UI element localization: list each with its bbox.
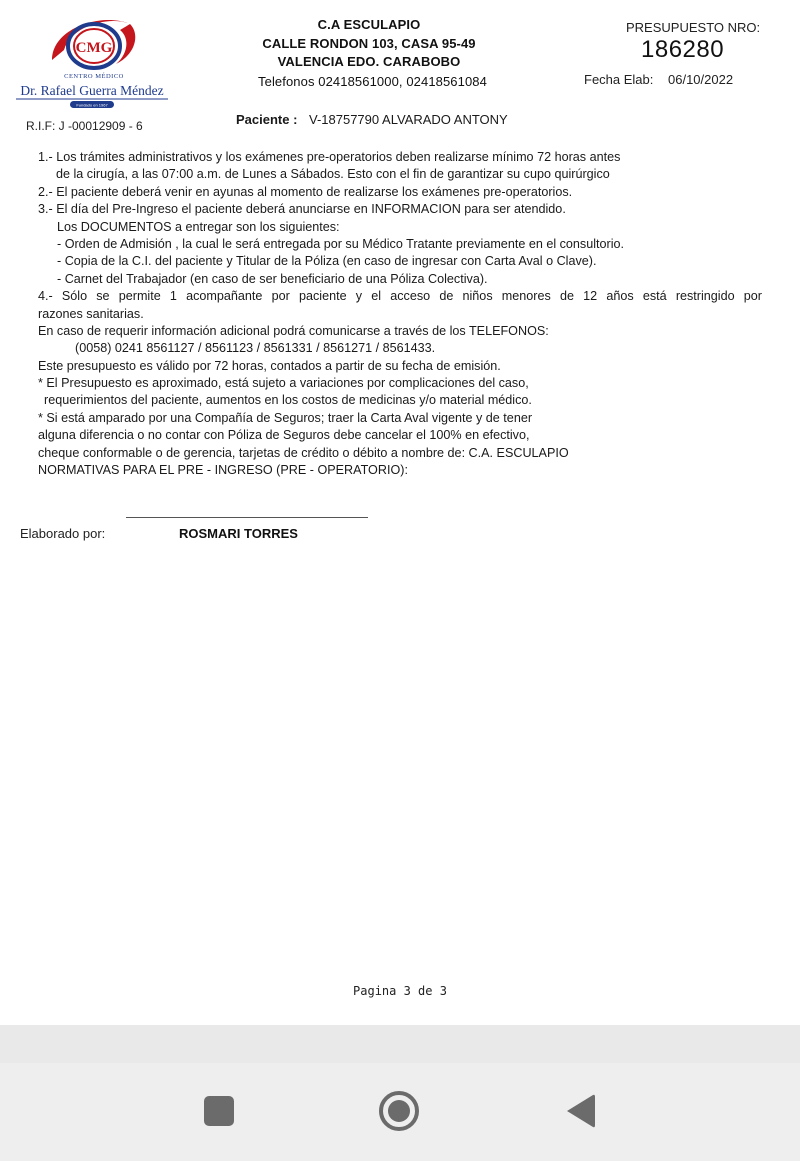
- body-line: - Copia de la C.I. del paciente y Titular de la Póliza (en caso de ingresar con Carta Aval o Clave).: [57, 254, 597, 269]
- system-navigation-bar: [0, 1025, 800, 1161]
- body-line: - Orden de Admisión , la cual le será entregada por su Médico Tratante previamente en el consultorio.: [57, 236, 625, 251]
- elaborado-label: Elaborado por:: [20, 526, 106, 541]
- navbar-top-strip: [0, 1025, 800, 1063]
- recent-apps-icon[interactable]: [202, 1094, 236, 1128]
- paciente-value: V-18757790 ALVARADO ANTONY: [309, 112, 508, 127]
- body-line: de la cirugía, a las 07:00 a.m. de Lunes a Sábados. Esto con el fin de garantizar su cupo quirúrgico: [56, 167, 610, 182]
- logo-small-text: CENTRO MÉDICO: [64, 73, 124, 80]
- body-line: En caso de requerir información adicional podrá comunicarse a través de los TELEFONOS:: [38, 323, 549, 338]
- page-number: Pagina 3 de 3: [353, 984, 447, 998]
- body-line: razones sanitarias.: [38, 306, 144, 321]
- back-icon[interactable]: [563, 1093, 597, 1129]
- elaborado-name: ROSMARI TORRES: [179, 526, 298, 541]
- logo-founded: Fundado en 1967: [76, 102, 108, 108]
- body-line: 2.- El paciente deberá venir en ayunas al momento de realizarse los exámenes pre-operatorios.: [38, 184, 573, 199]
- body-line: * El Presupuesto es aproximado, está sujeto a variaciones por complicaciones del caso,: [38, 376, 529, 391]
- company-name: C.A ESCULAPIO: [317, 17, 421, 32]
- presupuesto-label: PRESUPUESTO NRO:: [626, 20, 761, 35]
- logo-monogram: CMG: [75, 40, 113, 56]
- body-line: Los DOCUMENTOS a entregar son los siguientes:: [57, 219, 340, 234]
- body-line: cheque conformable o de gerencia, tarjetas de crédito o débito a nombre de: C.A. ESCULAPIO: [38, 445, 569, 460]
- address-line-1: CALLE RONDON 103, CASA 95-49: [262, 36, 476, 51]
- body-line: 1.- Los trámites administrativos y los exámenes pre-operatorios deben realizarse mínimo 72 horas antes: [38, 150, 621, 164]
- body-line: 4.- Sólo se permite 1 acompañante por paciente y el acceso de niños menores de 12 años está restringido por: [38, 289, 762, 304]
- body-line: 3.- El día del Pre-Ingreso el paciente deberá anunciarse en INFORMACION para ser atendido.: [38, 202, 566, 217]
- body-line: requerimientos del paciente, aumentos en los costos de medicinas y/o material médico.: [44, 393, 532, 408]
- clinic-logo: [12, 10, 172, 110]
- body-line: Este presupuesto es válido por 72 horas, contados a partir de su fecha de emisión.: [38, 358, 501, 373]
- normativas-text: [38, 149, 768, 479]
- signature-line: [126, 517, 368, 518]
- address-line-2: VALENCIA EDO. CARABOBO: [277, 54, 461, 69]
- logo-name: Dr. Rafael Guerra Méndez: [20, 83, 164, 98]
- phone-numbers: Telefonos 02418561000, 02418561084: [258, 74, 487, 89]
- fecha-value: 06/10/2022: [668, 72, 734, 87]
- body-line: (0058) 0241 8561127 / 8561123 / 8561331 / 8561271 / 8561433.: [75, 341, 436, 356]
- body-line: NORMATIVAS PARA EL PRE - INGRESO (PRE - OPERATORIO):: [38, 463, 408, 478]
- presupuesto-number: 186280: [641, 36, 725, 63]
- home-icon[interactable]: [377, 1089, 421, 1133]
- body-line: alguna diferencia o no contar con Póliza de Seguros debe cancelar el 100% en efectivo,: [38, 428, 530, 443]
- body-line: * Si está amparado por una Compañía de Seguros; traer la Carta Aval vigente y de tener: [38, 410, 533, 425]
- body-line: - Carnet del Trabajador (en caso de ser beneficiario de una Póliza Colectiva).: [57, 271, 488, 286]
- fecha-label: Fecha Elab:: [584, 72, 654, 87]
- paciente-label: Paciente :: [236, 112, 298, 127]
- rif: R.I.F: J -00012909 - 6: [26, 119, 143, 133]
